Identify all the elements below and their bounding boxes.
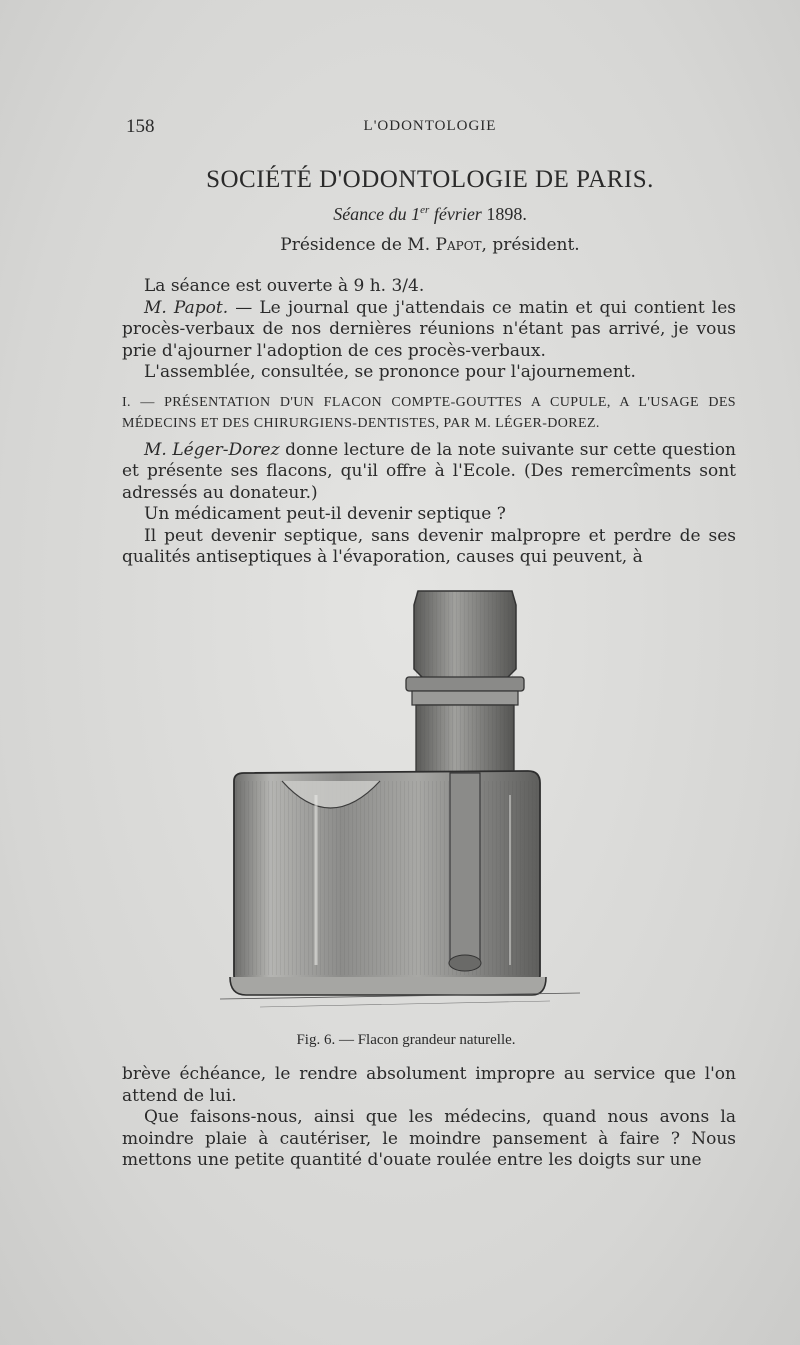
papot-text: — Le journal que j'attendais ce matin et qui contient les procès-verbaux de nos dernières réunions n'étant pas arrivé, je vous prie d'ajourner l'adoption de ces procès-verbaux. <box>122 297 736 361</box>
session-date-prefix: Séance du 1 <box>333 204 421 224</box>
dropper-bottle-illustration <box>220 585 580 1025</box>
figure-caption: Fig. 6. — Flacon grandeur naturelle. <box>296 1032 516 1048</box>
speaker-papot: M. Papot. <box>144 297 229 318</box>
body-text-top <box>122 276 736 569</box>
section-heading: I. — PRÉSENTATION D'UN FLACON COMPTE-GOUTTES A CUPULE, A L'USAGE DES MÉDECINS ET DES CHIRURGIENS-DENTISTES, PAR M. LÉGER-DOREZ. <box>122 394 736 431</box>
journal-title: L'ODONTOLOGIE <box>363 118 497 134</box>
paragraph-plaie: Que faisons-nous, ainsi que les médecins, quand nous avons la moindre plaie à cautériser, le moindre pansement à faire ? Nous mettons une petite quantité d'ouate roulée entre les doigts sur une <box>122 1107 736 1170</box>
session-date-sup: er <box>420 204 430 216</box>
session-date-year: 1898. <box>486 204 527 224</box>
society-title: SOCIÉTÉ D'ODONTOLOGIE DE PARIS. <box>206 166 654 193</box>
paragraph-opening: La séance est ouverte à 9 h. 3/4. <box>144 276 425 296</box>
paragraph-septic-start: Il peut devenir septique, sans devenir malpropre et perdre de ses qualités antiseptiques à l'évaporation, causes qui peuvent, à <box>122 525 736 567</box>
presidence-after: , président. <box>481 235 580 255</box>
paragraph-papot <box>122 298 736 363</box>
paragraph-leger <box>122 440 736 505</box>
paragraph-question: Un médicament peut-il devenir septique ? <box>144 504 506 524</box>
speaker-leger: M. Léger-Dorez <box>144 439 280 460</box>
page-number: 158 <box>126 116 155 137</box>
dropper-bottle-icon <box>220 585 580 1025</box>
presidence-before: Présidence de M. <box>280 235 436 255</box>
body-text-bottom <box>122 1064 736 1172</box>
paragraph-assembly: L'assemblée, consultée, se prononce pour l'ajournement. <box>144 362 636 382</box>
session-date <box>126 204 734 225</box>
session-date-month: février <box>429 204 487 224</box>
leger-text: donne lecture de la note suivante sur cette question et présente ses flacons, qu'il offre à l'Ecole. (Des remercîments sont adressés au donateur.) <box>122 439 736 503</box>
paragraph-septic-end: brève échéance, le rendre absolument impropre au service que l'on attend de lui. <box>122 1064 736 1106</box>
running-head <box>126 116 734 140</box>
presidence-line <box>126 235 734 255</box>
president-name: Papot <box>435 235 482 255</box>
